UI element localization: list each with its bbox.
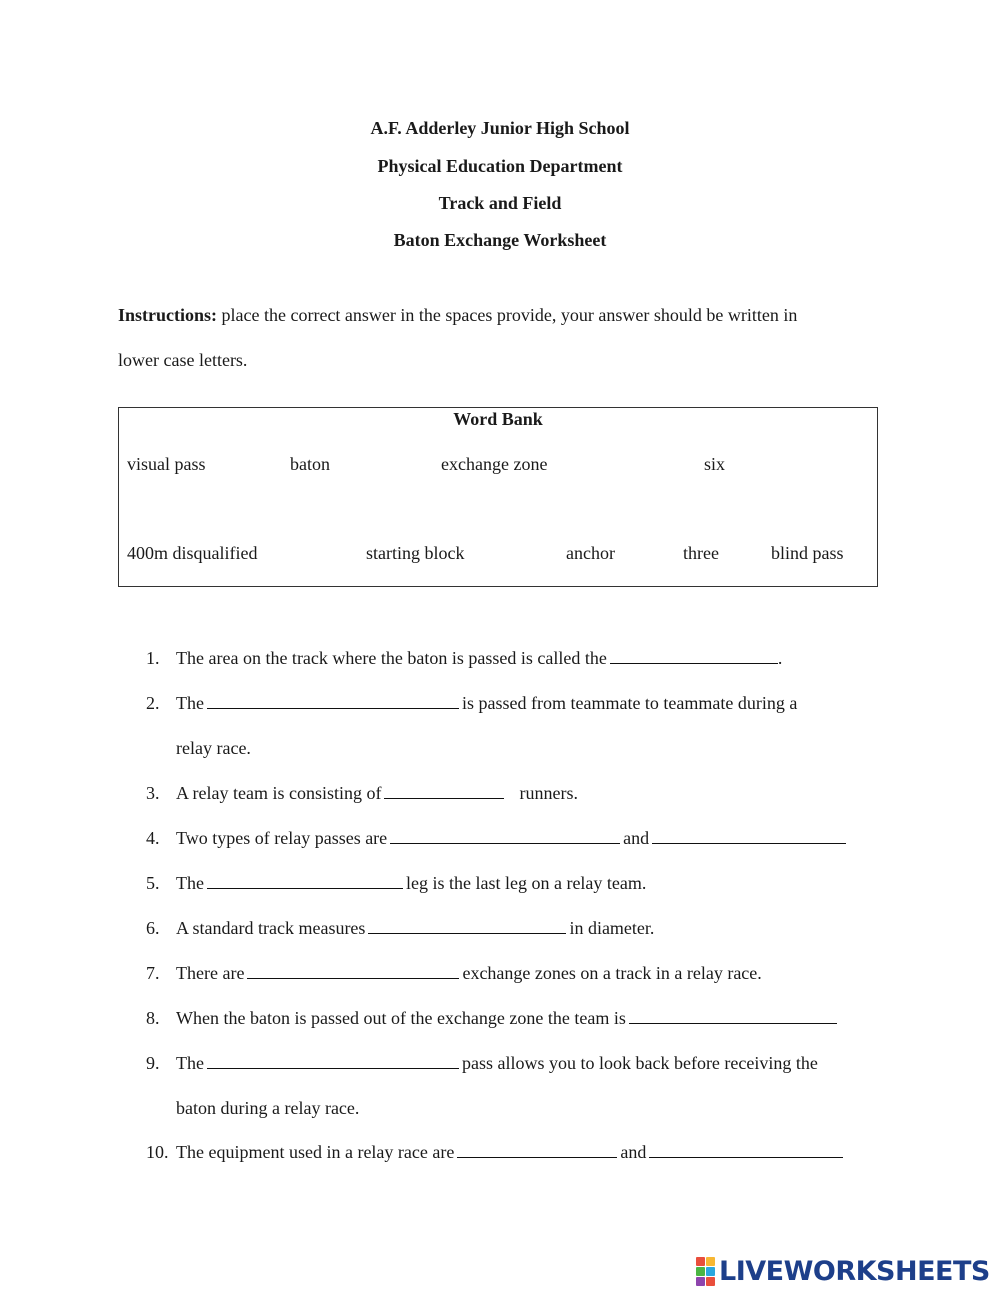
question-text: Two types of relay passes are — [176, 828, 388, 848]
question-number: 7. — [146, 963, 160, 983]
question-text: The — [176, 873, 204, 893]
word-bank-title: Word Bank — [453, 409, 543, 429]
question-number: 4. — [146, 828, 160, 848]
answer-blank[interactable] — [610, 662, 778, 664]
question-text: is passed from teammate to teammate during a — [461, 693, 798, 713]
school-name: A.F. Adderley Junior High School — [370, 118, 630, 138]
instructions-line-1 — [118, 305, 878, 326]
word-bank-item: six — [704, 454, 726, 474]
word-bank-item: blind pass — [771, 543, 844, 563]
word-bank-item: three — [683, 543, 719, 563]
brand-name: LIVEWORKSHEETS — [719, 1255, 990, 1287]
word-bank — [118, 407, 878, 587]
instructions-line-2: lower case letters. — [118, 350, 248, 370]
worksheet-title: Baton Exchange Worksheet — [393, 230, 607, 250]
question-number: 3. — [146, 783, 160, 803]
word-bank-item: 400m disqualified — [127, 543, 258, 563]
question-text: baton during a relay race. — [176, 1098, 360, 1118]
question-text: pass allows you to look back before receiving the — [461, 1053, 818, 1073]
subject-title: Track and Field — [438, 193, 562, 213]
word-bank-item: exchange zone — [441, 454, 548, 474]
question-text: and — [620, 1142, 647, 1162]
question-4 — [176, 828, 849, 849]
question-text: There are — [176, 963, 245, 983]
answer-blank[interactable] — [649, 1156, 843, 1158]
question-text: in diameter. — [569, 918, 655, 938]
question-number: 1. — [146, 648, 160, 668]
answer-blank[interactable] — [207, 707, 459, 709]
question-number: 10. — [146, 1142, 169, 1162]
answer-blank[interactable] — [384, 797, 504, 799]
question-text: A relay team is consisting of — [176, 783, 382, 803]
word-bank-item: starting block — [366, 543, 465, 563]
liveworksheets-brand — [696, 1256, 990, 1286]
question-text: The equipment used in a relay race are — [176, 1142, 455, 1162]
word-bank-item: anchor — [566, 543, 615, 563]
department-name: Physical Education Department — [377, 156, 623, 176]
question-6 — [176, 918, 654, 939]
instructions-label: Instructions: — [118, 305, 218, 325]
question-text: relay race. — [176, 738, 251, 758]
question-5 — [176, 873, 646, 894]
question-number: 9. — [146, 1053, 160, 1073]
question-number: 8. — [146, 1008, 160, 1028]
answer-blank[interactable] — [652, 842, 846, 844]
word-bank-item: visual pass — [127, 454, 206, 474]
liveworksheets-logo-icon — [696, 1257, 715, 1286]
instructions-text: place the correct answer in the spaces provide, your answer should be written in — [221, 305, 798, 325]
answer-blank[interactable] — [457, 1156, 617, 1158]
answer-blank[interactable] — [368, 932, 566, 934]
question-10 — [176, 1142, 846, 1163]
question-1 — [176, 648, 782, 669]
question-text: A standard track measures — [176, 918, 366, 938]
question-text: The — [176, 693, 204, 713]
question-9 — [176, 1053, 818, 1074]
question-text: runners. — [519, 783, 578, 803]
question-number: 5. — [146, 873, 160, 893]
answer-blank[interactable] — [390, 842, 620, 844]
question-text: leg is the last leg on a relay team. — [405, 873, 647, 893]
word-bank-item: baton — [290, 454, 330, 474]
answer-blank[interactable] — [207, 887, 403, 889]
question-number: 6. — [146, 918, 160, 938]
answer-blank[interactable] — [629, 1022, 837, 1024]
question-2 — [176, 693, 797, 714]
question-text: The area on the track where the baton is passed is called the — [176, 648, 607, 668]
question-8 — [176, 1008, 840, 1029]
question-text: When the baton is passed out of the exchange zone the team is — [176, 1008, 626, 1028]
question-text: exchange zones on a track in a relay race. — [462, 963, 762, 983]
question-3 — [176, 783, 578, 804]
answer-blank[interactable] — [247, 977, 459, 979]
question-text: The — [176, 1053, 204, 1073]
question-text: . — [777, 648, 783, 668]
question-number: 2. — [146, 693, 160, 713]
answer-blank[interactable] — [207, 1067, 459, 1069]
question-7 — [176, 963, 762, 984]
question-text: and — [623, 828, 650, 848]
